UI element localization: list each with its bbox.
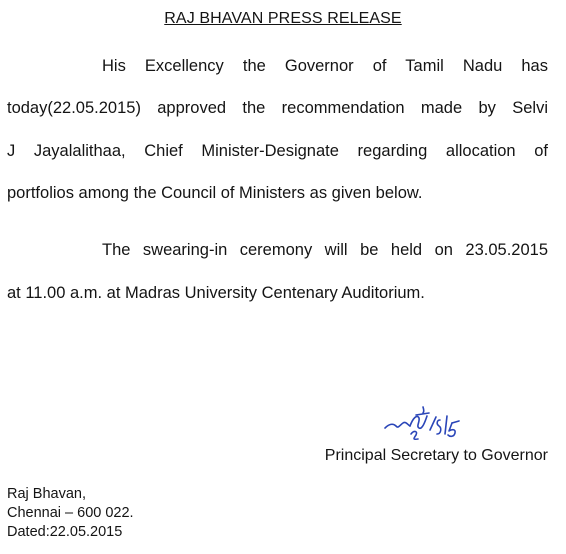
footer-place: Raj Bhavan, — [7, 486, 86, 502]
document-title: RAJ BHAVAN PRESS RELEASE — [164, 10, 402, 27]
signatory-title: Principal Secretary to Governor — [324, 447, 548, 464]
paragraph-1-line-4: portfolios among the Council of Ministers as given below. — [7, 184, 423, 202]
paragraph-1-line-2: today(22.05.2015) approved the recommendation made by Selvi — [7, 99, 548, 117]
paragraph-1-line-3: J Jayalalithaa, Chief Minister-Designate regarding allocation of — [7, 142, 548, 160]
paragraph-1-line-1: His Excellency the Governor of Tamil Nadu has — [102, 57, 548, 75]
paragraph-2-line-2: at 11.00 a.m. at Madras University Centenary Auditorium. — [7, 284, 425, 302]
footer-date: Dated:22.05.2015 — [7, 524, 123, 540]
footer-city: Chennai – 600 022. — [7, 505, 134, 521]
handwritten-signature — [383, 404, 503, 444]
paragraph-2-line-1: The swearing-in ceremony will be held on 23.05.2015 — [102, 241, 548, 259]
